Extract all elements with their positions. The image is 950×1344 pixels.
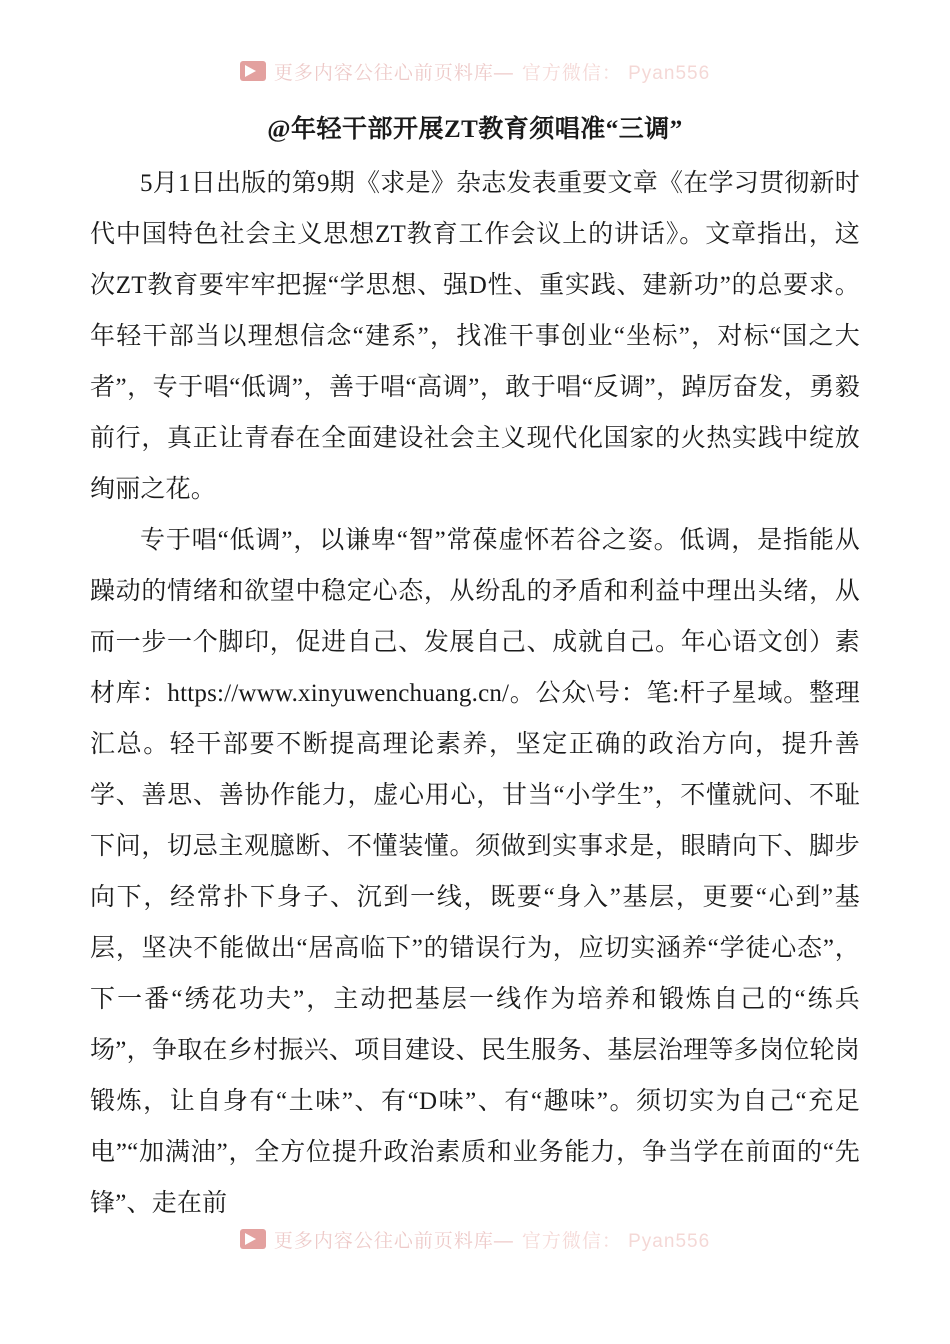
page-title: @年轻干部开展ZT教育须唱准“三调” [267,116,683,143]
watermark-text-secondary: 官方微信： Pyan556 [521,1230,711,1252]
play-logo-icon [240,61,266,81]
watermark-text-primary: 更多内容公往心前页料库— [273,1230,514,1252]
play-logo-icon [240,1229,266,1249]
watermark-top [0,54,950,88]
watermark-text-secondary: 官方微信： Pyan556 [521,62,711,84]
paragraph-1: 5月1日出版的第9期《求是》杂志发表重要文章《在学习贯彻新时代中国特色社会主义思想ZT教育工作会议上的讲话》。文章指出，这次ZT教育要牢牢把握“学思想、强D性、重实践、建新功”的总要求。年轻干部当以理想信念“建系”，找准干事创业“坐标”，对标“国之大者”，专于唱“低调”，善于唱“高调”，敢于唱“反调”，踔厉奋发，勇毅前行，真正让青春在全面建设社会主义现代化国家的火热实践中绽放绚丽之花。 [90,170,860,503]
watermark-text-primary: 更多内容公往心前页料库— [273,62,514,84]
document-content [90,108,860,1229]
paragraph-2: 专于唱“低调”，以谦卑“智”常葆虚怀若谷之姿。低调，是指能从躁动的情绪和欲望中稳定心态，从纷乱的矛盾和利益中理出头绪，从而一步一个脚印，促进自己、发展自己、成就自己。年心语文创）素材库：https://www.xinyuwenchuang.cn/。公众\号：笔:杆子星域。整理汇总。轻干部要不断提高理论素养，坚定正确的政治方向，提升善学、善思、善协作能力，虚心用心，甘当“小学生”，不懂就问、不耻下问，切忌主观臆断、不懂装懂。须做到实事求是，眼睛向下、脚步向下，经常扑下身子、沉到一线，既要“身入”基层，更要“心到”基层，坚决不能做出“居高临下”的错误行为，应切实涵养“学徒心态”，下一番“绣花功夫”，主动把基层一线作为培养和锻炼自己的“练兵场”，争取在乡村振兴、项目建设、民生服务、基层治理等多岗位轮岗锻炼，让自身有“土味”、有“D味”、有“趣味”。须切实为自己“充足电”“加满油”，全方位提升政治素质和业务能力，争当学在前面的“先锋”、走在前 [90,527,860,1217]
